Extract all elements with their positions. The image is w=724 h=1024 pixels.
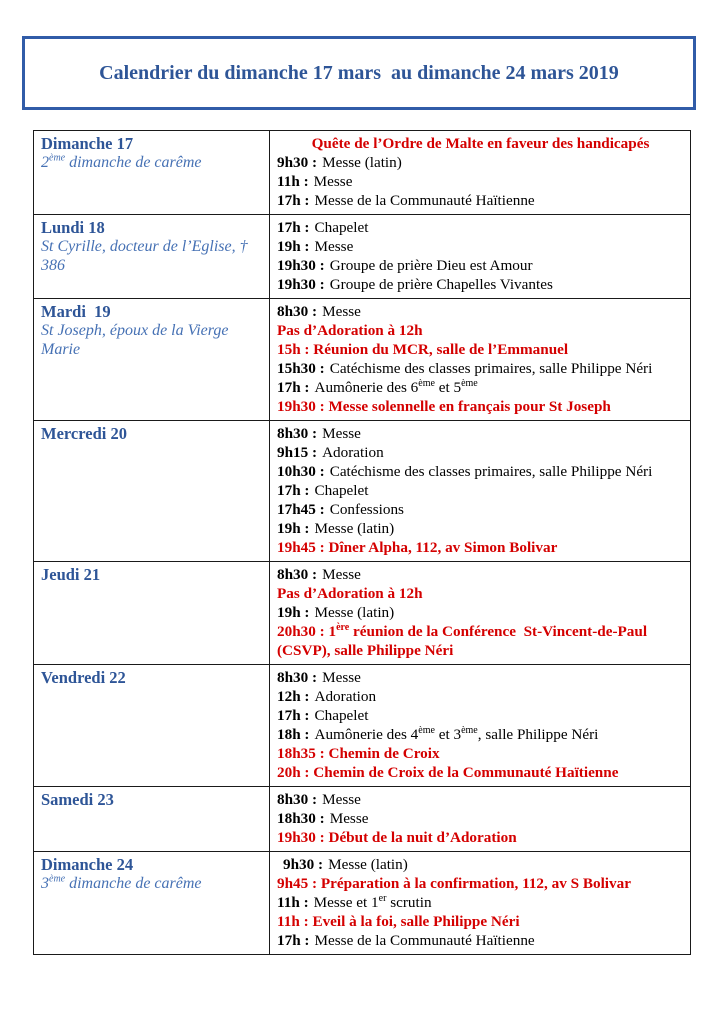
event-text: 19h30 : Début de la nuit d’Adoration <box>277 829 517 846</box>
event-line <box>277 237 684 256</box>
event-line <box>277 191 684 210</box>
event-line <box>277 828 684 847</box>
event-text: Catéchisme des classes primaires, salle Philippe Néri <box>329 360 653 377</box>
day-subtitle-segment: St Cyrille, docteur de l’Eglise, † 386 <box>41 238 248 274</box>
events-cell <box>270 299 691 421</box>
event-text: Catéchisme des classes primaires, salle Philippe Néri <box>329 463 653 480</box>
event-time: 8h30 : <box>277 425 318 442</box>
event-time: 17h : <box>277 482 310 499</box>
event-line <box>277 912 684 931</box>
day-cell <box>34 421 270 562</box>
day-label: Jeudi 21 <box>41 565 101 584</box>
event-text: Messe <box>322 425 361 442</box>
event-text: Pas d’Adoration à 12h <box>277 322 423 339</box>
event-line <box>277 256 684 275</box>
calendar-body <box>34 131 691 955</box>
event-time: 17h : <box>277 219 310 236</box>
event-text: Messe de la Communauté Haïtienne <box>314 932 535 949</box>
event-text: er <box>378 892 387 904</box>
day-label: Vendredi 22 <box>41 668 126 687</box>
event-text: Aumônerie des 4 <box>314 726 419 743</box>
day-cell <box>34 562 270 665</box>
events-cell <box>270 131 691 215</box>
day-subtitle-segment: 3 <box>41 875 49 892</box>
event-text: , salle Philippe Néri <box>477 726 599 743</box>
event-text: Messe (latin) <box>322 154 402 171</box>
event-line <box>277 153 684 172</box>
day-label: Samedi 23 <box>41 790 114 809</box>
event-text: Quête de l’Ordre de Malte en faveur des handicapés <box>311 135 650 152</box>
event-text: Chapelet <box>314 707 369 724</box>
event-text: Messe <box>322 566 361 583</box>
event-line <box>277 218 684 237</box>
event-text: ème <box>418 377 435 389</box>
event-time: 9h15 : <box>277 444 318 461</box>
event-text: ème <box>461 724 478 736</box>
event-time: 8h30 : <box>277 669 318 686</box>
events-cell <box>270 421 691 562</box>
event-text: 11h : Eveil à la foi, salle Philippe Néri <box>277 913 520 930</box>
day-subtitle <box>41 153 263 172</box>
event-line <box>277 172 684 191</box>
event-text: ème <box>461 377 478 389</box>
event-text: 15h : Réunion du MCR, salle de l’Emmanuel <box>277 341 569 358</box>
event-text: Messe <box>314 238 354 255</box>
day-cell <box>34 787 270 852</box>
event-line <box>277 706 684 725</box>
day-label: Dimanche 24 <box>41 855 134 874</box>
day-label: Mercredi 20 <box>41 424 127 443</box>
event-text: Messe <box>329 810 369 827</box>
event-text: Messe <box>322 303 361 320</box>
event-line <box>277 302 684 321</box>
event-line <box>277 443 684 462</box>
day-subtitle-segment: 2 <box>41 154 49 171</box>
table-row <box>34 131 691 215</box>
event-line <box>277 603 684 622</box>
events-cell <box>270 787 691 852</box>
event-line <box>277 893 684 912</box>
day-subtitle <box>41 321 263 359</box>
event-text: Messe (latin) <box>314 604 395 621</box>
table-row <box>34 421 691 562</box>
event-line <box>277 134 684 153</box>
event-line <box>277 378 684 397</box>
event-line <box>277 744 684 763</box>
events-cell <box>270 562 691 665</box>
event-text: ème <box>418 724 435 736</box>
event-line <box>277 855 684 874</box>
event-time: 9h30 : <box>277 154 318 171</box>
event-time: 19h30 : <box>277 276 325 293</box>
event-time: 11h : <box>277 173 309 190</box>
event-line <box>277 874 684 893</box>
event-line <box>277 500 684 519</box>
event-line <box>277 397 684 416</box>
events-cell <box>270 852 691 955</box>
event-time: 8h30 : <box>277 303 318 320</box>
event-time: 15h30 : <box>277 360 325 377</box>
event-text: Adoration <box>322 444 384 461</box>
day-cell <box>34 299 270 421</box>
event-time: 10h30 : <box>277 463 325 480</box>
event-time: 19h30 : <box>277 257 325 274</box>
event-text: Messe de la Communauté Haïtienne <box>314 192 535 209</box>
event-line <box>277 565 684 584</box>
event-text: Chapelet <box>314 482 369 499</box>
event-line <box>277 340 684 359</box>
event-text: et 5 <box>434 379 462 396</box>
day-subtitle-segment: dimanche de carême <box>65 875 202 892</box>
event-text: 20h30 : 1 <box>277 623 337 640</box>
event-line <box>277 359 684 378</box>
day-cell <box>34 131 270 215</box>
table-row <box>34 299 691 421</box>
event-time: 12h : <box>277 688 310 705</box>
event-time: 17h : <box>277 192 310 209</box>
event-line <box>277 763 684 782</box>
table-row <box>34 562 691 665</box>
event-text: Groupe de prière Dieu est Amour <box>329 257 533 274</box>
event-text: Messe et 1 <box>313 894 379 911</box>
event-text: Messe (latin) <box>314 520 395 537</box>
event-text: Aumônerie des 6 <box>314 379 419 396</box>
event-time: 18h30 : <box>277 810 325 827</box>
event-line <box>277 725 684 744</box>
event-line <box>277 668 684 687</box>
event-line <box>277 931 684 950</box>
event-text: Messe <box>313 173 353 190</box>
event-time: 19h : <box>277 238 310 255</box>
event-time: 19h : <box>277 604 310 621</box>
event-line <box>277 584 684 603</box>
event-line <box>277 538 684 557</box>
event-line <box>277 790 684 809</box>
page-title: Calendrier du dimanche 17 mars au dimanche 24 mars 2019 <box>99 61 619 84</box>
event-text: réunion de la Conférence St-Vincent-de-Paul (CSVP), salle Philippe Néri <box>277 623 651 659</box>
day-subtitle-segment: ème <box>49 873 66 885</box>
event-line <box>277 622 684 660</box>
table-row <box>34 852 691 955</box>
event-text: 18h35 : Chemin de Croix <box>277 745 440 762</box>
event-time: 8h30 : <box>277 566 318 583</box>
calendar-table <box>33 130 691 955</box>
event-text: scrutin <box>386 894 432 911</box>
event-line <box>277 275 684 294</box>
event-time: 9h30 : <box>283 856 324 873</box>
event-line <box>277 809 684 828</box>
day-subtitle-segment: dimanche de carême <box>65 154 202 171</box>
event-text: 20h : Chemin de Croix de la Communauté Haïtienne <box>277 764 619 781</box>
day-cell <box>34 852 270 955</box>
events-cell <box>270 215 691 299</box>
event-text: Confessions <box>329 501 404 518</box>
day-subtitle-segment: St Joseph, époux de la Vierge Marie <box>41 322 229 358</box>
day-cell <box>34 215 270 299</box>
day-subtitle <box>41 874 263 893</box>
event-text: 19h45 : Dîner Alpha, 112, av Simon Bolivar <box>277 539 558 556</box>
event-time: 17h45 : <box>277 501 325 518</box>
event-line <box>277 462 684 481</box>
table-row <box>34 665 691 787</box>
event-time: 19h : <box>277 520 310 537</box>
event-line <box>277 321 684 340</box>
event-line <box>277 519 684 538</box>
day-label: Mardi 19 <box>41 302 111 321</box>
title-box <box>22 36 696 110</box>
event-time: 18h : <box>277 726 310 743</box>
event-line <box>277 481 684 500</box>
event-text: Messe (latin) <box>328 856 408 873</box>
event-time: 17h : <box>277 379 310 396</box>
event-text: Chapelet <box>314 219 369 236</box>
event-text: Messe <box>322 791 361 808</box>
event-time: 17h : <box>277 707 310 724</box>
event-text: Messe <box>322 669 361 686</box>
event-text: Pas d’Adoration à 12h <box>277 585 423 602</box>
event-line <box>277 687 684 706</box>
event-time: 8h30 : <box>277 791 318 808</box>
event-text: 19h30 : Messe solennelle en français pour St Joseph <box>277 398 611 415</box>
day-label: Dimanche 17 <box>41 134 134 153</box>
event-text: 9h45 : Préparation à la confirmation, 112, av S Bolivar <box>277 875 631 892</box>
event-time: 11h : <box>277 894 309 911</box>
events-cell <box>270 665 691 787</box>
table-row <box>34 787 691 852</box>
event-text: Adoration <box>314 688 377 705</box>
event-time: 17h : <box>277 932 310 949</box>
event-text: ère <box>336 621 350 633</box>
table-row <box>34 215 691 299</box>
event-text: Groupe de prière Chapelles Vivantes <box>329 276 553 293</box>
day-subtitle <box>41 237 263 275</box>
day-cell <box>34 665 270 787</box>
event-text: et 3 <box>434 726 462 743</box>
event-line <box>277 424 684 443</box>
day-subtitle-segment: ème <box>49 152 66 164</box>
day-label: Lundi 18 <box>41 218 105 237</box>
